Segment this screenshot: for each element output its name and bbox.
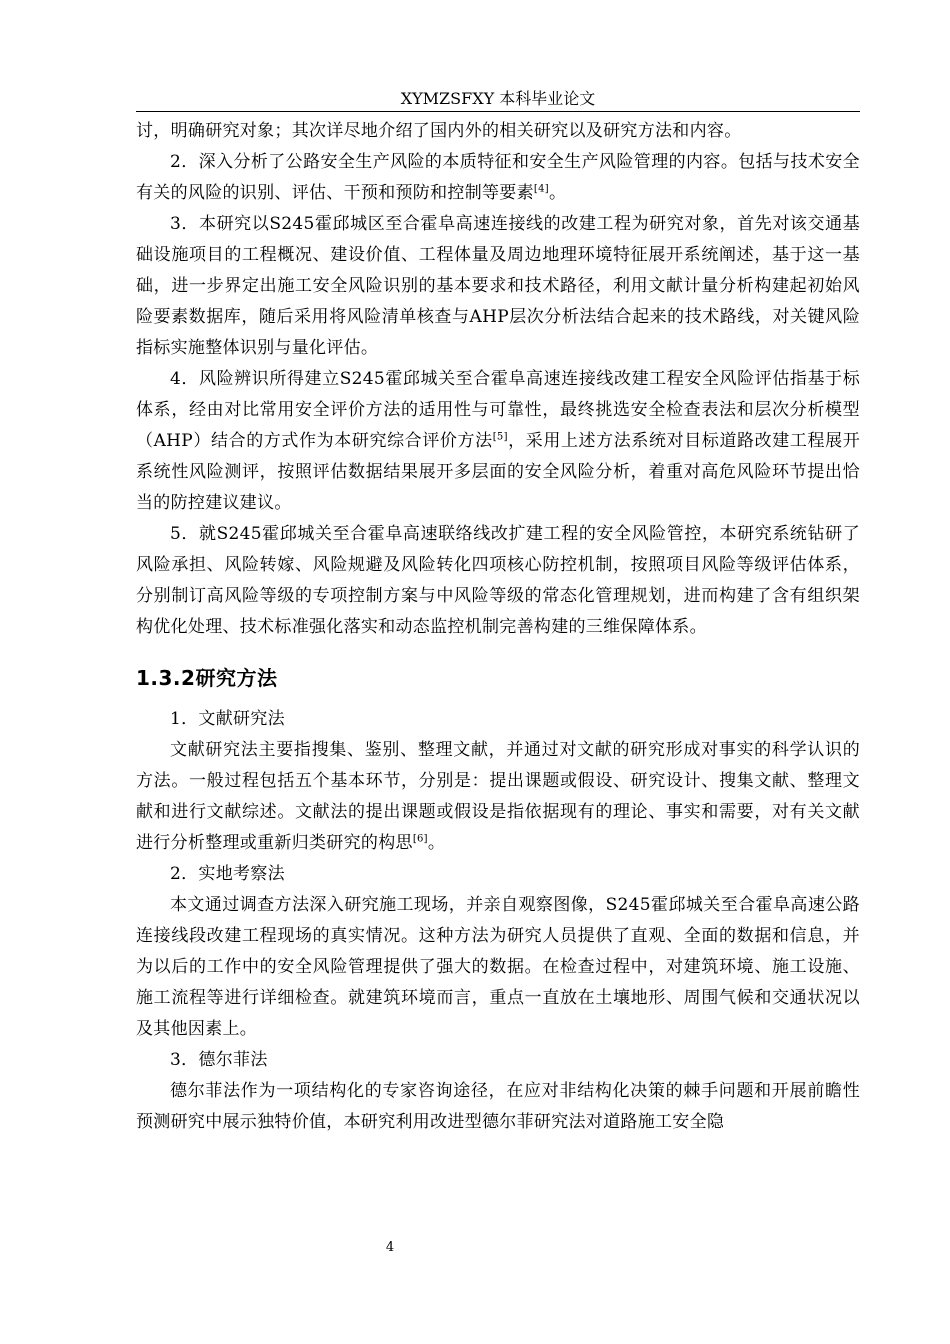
paragraph — [136, 1076, 860, 1138]
paragraph-text: 1．文献研究法 — [170, 709, 285, 729]
paragraph-text: 本文通过调查方法深入研究施工现场，并亲自观察图像，S245霍邱城关至合霍阜高速公路连接线段改建工程现场的真实情况。这种方法为研究人员提供了直观、全面的数据和信息，并为以后的工作中的安全风险管理提供了强大的数据。在检查过程中，对建筑环境、施工设施、施工流程等进行详细检查。就建筑环境而言，重点一直放在土壤地形、周围气候和交通状况以及其他因素上。 — [136, 895, 860, 1039]
paragraph-text: 3．德尔菲法 — [170, 1050, 268, 1070]
body-text — [136, 116, 860, 1138]
paragraph — [136, 704, 860, 735]
section-heading: 1.3.2研究方法 — [136, 666, 278, 690]
paragraph-text: 5．就S245霍邱城关至合霍阜高速联络线改扩建工程的安全风险管控，本研究系统钻研了风险承担、风险转嫁、风险规避及风险转化四项核心防控机制，按照项目风险等级评估体系，分别制订高风险等级的专项控制方案与中风险等级的常态化管理规划，进而构建了含有组织架构优化处理、技术标准强化落实和动态监控机制完善构建的三维保障体系。 — [136, 524, 860, 637]
paragraph-tail: ，采用上述方法系统对目标道路改建工程展开系统性风险测评，按照评估数据结果展开多层面的安全风险分析，着重对高危风险环节提出恰当的防控建议建议。 — [136, 431, 861, 513]
header-rule — [136, 111, 860, 112]
paragraph — [136, 519, 860, 643]
paragraph — [136, 890, 860, 1045]
paragraph — [136, 1045, 860, 1076]
paragraph-text: 2．实地考察法 — [170, 864, 285, 884]
paragraph — [136, 147, 860, 209]
citation-ref: [6] — [412, 833, 428, 845]
paragraph-text: 讨，明确研究对象；其次详尽地介绍了国内外的相关研究以及研究方法和内容。 — [136, 121, 742, 141]
paragraph — [136, 735, 860, 859]
citation-ref: [5] — [492, 431, 508, 443]
paragraph-tail: 。 — [548, 183, 567, 203]
paragraph-text: 4．风险辨识所得建立S245霍邱城关至合霍阜高速连接线改建工程安全风险评估指基于标体系，经由对比常用安全评价方法的适用性与可靠性，最终挑选安全检查表法和层次分析模型（AHP）结合的方式作为本研究综合评价方法 — [136, 369, 860, 451]
citation-ref: [4] — [533, 183, 549, 195]
page-number: 4 — [385, 1240, 395, 1255]
paragraph-tail: 。 — [427, 833, 446, 853]
paragraph-text: 德尔菲法作为一项结构化的专家咨询途径，在应对非结构化决策的棘手问题和开展前瞻性预测研究中展示独特价值，本研究利用改进型德尔菲研究法对道路施工安全隐 — [136, 1081, 860, 1132]
paragraph-text: 文献研究法主要指搜集、鉴别、整理文献，并通过对文献的研究形成对事实的科学认识的方法。一般过程包括五个基本环节，分别是：提出课题或假设、研究设计、搜集文献、整理文献和进行文献综述。文献法的提出课题或假设是指依据现有的理论、事实和需要，对有关文献进行分析整理或重新归类研究的构思 — [136, 740, 860, 853]
paragraph — [136, 859, 860, 890]
paragraph — [136, 116, 860, 147]
running-header: XYMZSFXY 本科毕业论文 — [400, 89, 596, 108]
paragraph — [136, 364, 860, 519]
paragraph-group-bottom — [136, 704, 860, 1138]
paragraph-group-top — [136, 116, 860, 643]
paragraph-text: 2．深入分析了公路安全生产风险的本质特征和安全生产风险管理的内容。包括与技术安全有关的风险的识别、评估、干预和预防和控制等要素 — [136, 152, 860, 203]
paragraph-text: 3．本研究以S245霍邱城区至合霍阜高速连接线的改建工程为研究对象，首先对该交通基础设施项目的工程概况、建设价值、工程体量及周边地理环境特征展开系统阐述，基于这一基础，进一步界定出施工安全风险识别的基本要求和技术路径，利用文献计量分析构建起初始风险要素数据库，随后采用将风险清单核查与AHP层次分析法结合起来的技术路线，对关键风险指标实施整体识别与量化评估。 — [136, 214, 860, 358]
paragraph — [136, 209, 860, 364]
